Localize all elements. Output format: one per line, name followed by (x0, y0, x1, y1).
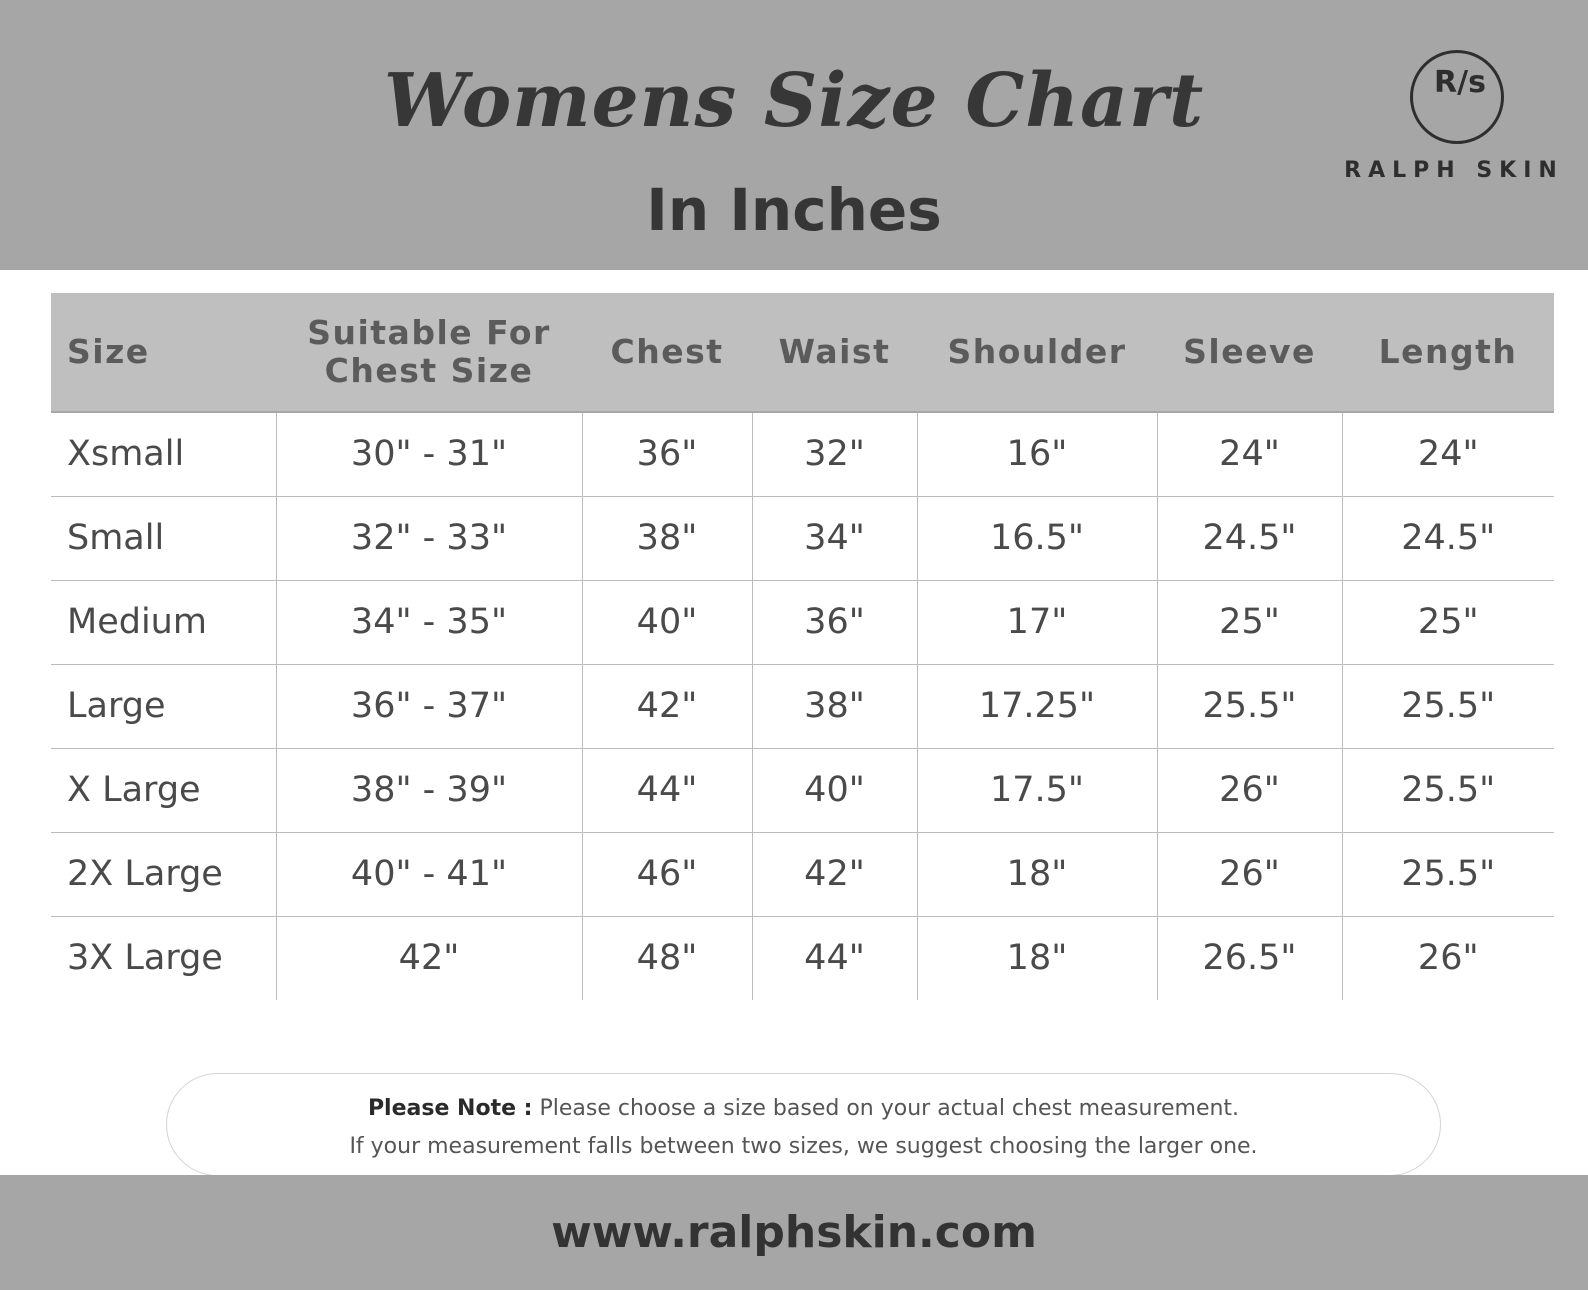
cell-shoulder: 16" (917, 412, 1157, 496)
cell-length: 26" (1342, 916, 1554, 1000)
cell-suitable-chest: 38" - 39" (276, 748, 582, 832)
column-header-suitable-line2: Chest Size (324, 351, 534, 390)
cell-waist: 40" (752, 748, 917, 832)
table-row (51, 748, 1554, 832)
cell-length: 25.5" (1342, 748, 1554, 832)
cell-size: Small (51, 496, 276, 580)
cell-chest: 44" (582, 748, 752, 832)
logo-circle-icon (1410, 50, 1504, 144)
page-title: Womens Size Chart (383, 58, 1205, 144)
column-header-sleeve: Sleeve (1157, 293, 1342, 412)
page-subtitle: In Inches (646, 176, 942, 244)
cell-suitable-chest: 32" - 33" (276, 496, 582, 580)
column-header-chest: Chest (582, 293, 752, 412)
cell-shoulder: 17.5" (917, 748, 1157, 832)
cell-length: 25" (1342, 580, 1554, 664)
logo-monogram: R/s (1434, 65, 1486, 100)
cell-chest: 40" (582, 580, 752, 664)
cell-waist: 44" (752, 916, 917, 1000)
cell-chest: 46" (582, 832, 752, 916)
table-row (51, 580, 1554, 664)
header-band (0, 0, 1588, 270)
cell-shoulder: 18" (917, 916, 1157, 1000)
cell-length: 25.5" (1342, 664, 1554, 748)
cell-size: Large (51, 664, 276, 748)
table-row (51, 916, 1554, 1000)
cell-size: 3X Large (67, 938, 223, 979)
logo-brand-name: RALPH SKIN (1344, 158, 1564, 183)
cell-shoulder: 17" (917, 580, 1157, 664)
table-row (51, 412, 1554, 496)
cell-sleeve: 26" (1157, 832, 1342, 916)
cell-shoulder: 16.5" (917, 496, 1157, 580)
table-header-row (51, 293, 1554, 412)
column-header-length: Length (1342, 293, 1554, 412)
cell-shoulder: 17.25" (917, 664, 1157, 748)
size-chart-table (51, 293, 1554, 1000)
cell-size: Medium (51, 580, 276, 664)
cell-sleeve: 24" (1157, 412, 1342, 496)
table-row (51, 832, 1554, 916)
cell-length: 24" (1342, 412, 1554, 496)
column-header-size: Size (51, 293, 276, 412)
column-header-waist: Waist (752, 293, 917, 412)
note-text-1: Please choose a size based on your actual chest measurement. (539, 1096, 1240, 1121)
cell-chest: 48" (582, 916, 752, 1000)
column-header-suitable (276, 293, 582, 412)
note-line-1 (167, 1090, 1440, 1128)
cell-waist: 38" (752, 664, 917, 748)
table-row (51, 664, 1554, 748)
column-header-shoulder: Shoulder (917, 293, 1157, 412)
note-label: Please Note : (367, 1096, 533, 1121)
cell-sleeve: 26.5" (1157, 916, 1342, 1000)
cell-sleeve: 25.5" (1157, 664, 1342, 748)
cell-chest: 42" (582, 664, 752, 748)
cell-suitable-chest: 30" - 31" (276, 412, 582, 496)
note-box (166, 1073, 1441, 1176)
cell-sleeve: 26" (1157, 748, 1342, 832)
cell-shoulder: 18" (917, 832, 1157, 916)
cell-length: 25.5" (1342, 832, 1554, 916)
table-row (51, 496, 1554, 580)
cell-chest: 36" (582, 412, 752, 496)
cell-waist: 42" (752, 832, 917, 916)
cell-suitable-chest: 42" (276, 916, 582, 1000)
cell-sleeve: 24.5" (1157, 496, 1342, 580)
cell-length: 24.5" (1342, 496, 1554, 580)
cell-suitable-chest: 36" - 37" (276, 664, 582, 748)
cell-suitable-chest: 40" - 41" (276, 832, 582, 916)
cell-suitable-chest: 34" - 35" (276, 580, 582, 664)
brand-logo (1344, 50, 1564, 190)
cell-waist: 36" (752, 580, 917, 664)
cell-chest: 38" (582, 496, 752, 580)
footer-band (0, 1175, 1588, 1290)
column-header-suitable-line1: Suitable For (307, 313, 551, 352)
cell-waist: 34" (752, 496, 917, 580)
cell-waist: 32" (752, 412, 917, 496)
website-url[interactable]: www.ralphskin.com (551, 1207, 1037, 1258)
cell-size: Xsmall (51, 412, 276, 496)
note-text-2: If your measurement falls between two sizes, we suggest choosing the larger one. (349, 1134, 1258, 1159)
cell-sleeve: 25" (1157, 580, 1342, 664)
cell-size: X Large (51, 748, 276, 832)
cell-size: 2X Large (51, 832, 276, 916)
